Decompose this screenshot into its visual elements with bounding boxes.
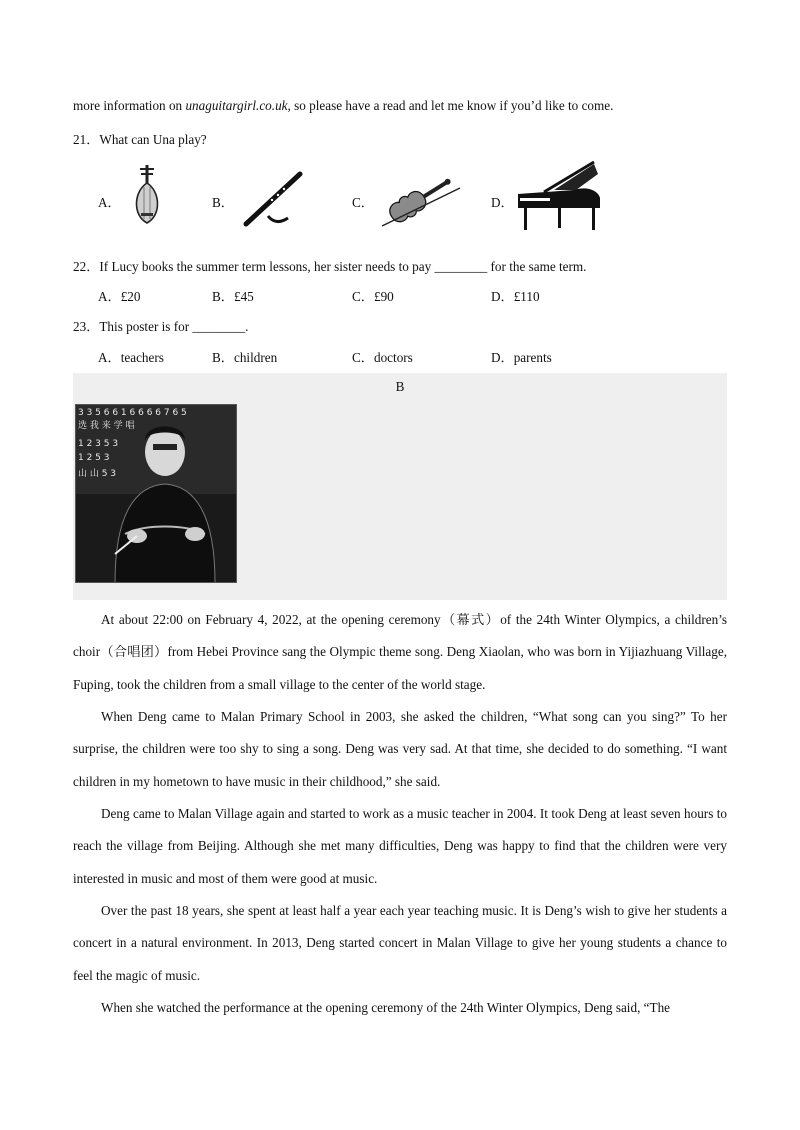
website-link[interactable]: unaguitargirl.co.uk bbox=[185, 98, 288, 113]
q23-option-a: A．teachers bbox=[98, 350, 164, 365]
q21-option-c-label: C． bbox=[352, 195, 374, 210]
q21-option-b-label: B． bbox=[212, 195, 234, 210]
question-21-stem: 21．What can Una play? bbox=[73, 132, 207, 147]
q22-option-a: A．£20 bbox=[98, 289, 141, 304]
intro-text-after: , so please have a read and let me know if you’d like to come. bbox=[287, 98, 614, 113]
q22-option-b: B．£45 bbox=[212, 289, 254, 304]
passage-paragraph-2: When Deng came to Malan Primary School in 2003, she asked the children, “What song can you sing?” To her surprise, the children were too shy to sing a song. Deng was very sad. At that time, she decided to do something. “I want children in my hometown to have music in their childhood,” she said. bbox=[73, 709, 727, 789]
piano-icon bbox=[514, 160, 604, 238]
flute-icon bbox=[240, 168, 306, 234]
passage-paragraph-3: Deng came to Malan Village again and started to work as a music teacher in 2004. It took Deng at least seven hours to reach the village from Beijing. Although she met many difficulties, Deng was happy to find that the children were very interested in music and most of them were good at music. bbox=[73, 806, 727, 886]
intro-text-before: more information on bbox=[73, 98, 186, 113]
q23-option-b: B．children bbox=[212, 350, 278, 365]
question-23-stem: 23．This poster is for ________. bbox=[73, 319, 249, 334]
section-letter: B bbox=[395, 379, 405, 394]
question-22-stem: 22．If Lucy books the summer term lessons, her sister needs to pay ________ for the same term. bbox=[73, 259, 587, 274]
violin-icon bbox=[372, 168, 464, 236]
section-b-header bbox=[73, 373, 727, 600]
teacher-photo bbox=[75, 404, 237, 583]
board-line-3: 1 2 3 5 3 bbox=[78, 439, 119, 449]
board-line-4: 1 2 5 3 bbox=[78, 453, 110, 463]
q22-option-c: C．£90 bbox=[352, 289, 394, 304]
intro-continuation bbox=[73, 98, 613, 114]
q21-option-d-label: D． bbox=[491, 195, 514, 210]
board-line-1: 3 3 5 6 6 1 6 6 6 6 7 6 5 bbox=[78, 408, 187, 418]
pipa-icon bbox=[122, 163, 172, 231]
q22-option-d: D．£110 bbox=[491, 289, 540, 304]
q23-option-d: D．parents bbox=[491, 350, 552, 365]
passage-paragraph-5: When she watched the performance at the opening ceremony of the 24th Winter Olympics, Deng said, “The bbox=[101, 1000, 671, 1015]
board-line-5: 山 山 5 3 bbox=[78, 469, 117, 479]
passage-paragraph-1: At about 22:00 on February 4, 2022, at the opening ceremony（幕式）of the 24th Winter Olympics, a children’s choir（合唱团）from Hebei Province sang the Olympic theme song. Deng Xiaolan, who was born in Yijiazhuang Village, Fuping, took the children from a small village to the center of the world stage. bbox=[73, 612, 727, 692]
q23-option-c: C．doctors bbox=[352, 350, 413, 365]
passage-paragraph-4: Over the past 18 years, she spent at least half a year each year teaching music. It is Deng’s wish to give her students a concert in a natural environment. In 2013, Deng started concert in Malan Village to give her young students a chance to feel the magic of music. bbox=[73, 903, 727, 983]
board-line-2: 选 我 来 学 唱 bbox=[78, 421, 135, 431]
q21-option-a-label: A． bbox=[98, 195, 121, 210]
